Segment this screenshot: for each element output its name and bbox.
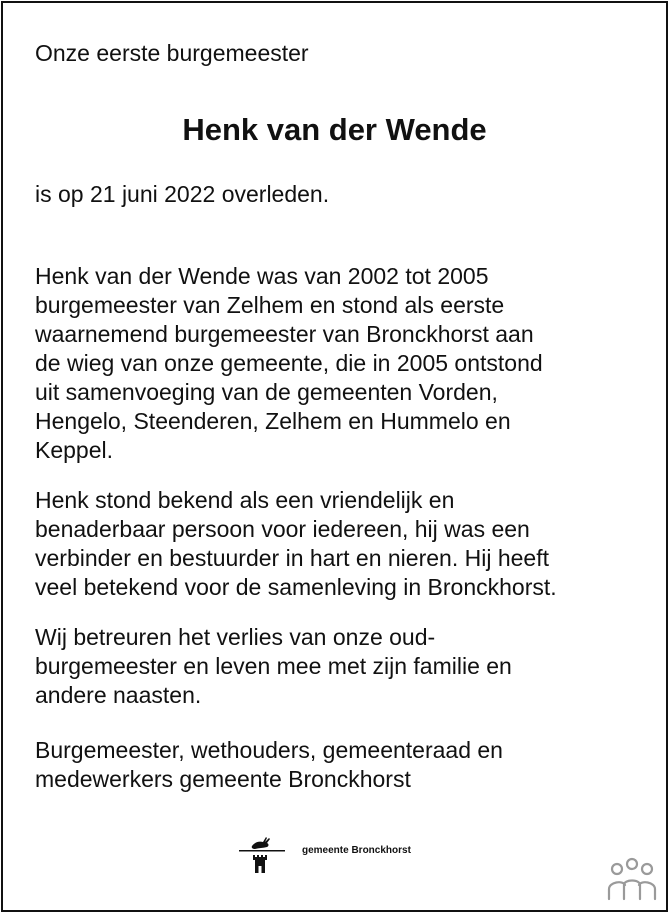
text-line: Wij betreuren het verlies van onze oud- — [35, 624, 436, 650]
paragraph-character — [35, 486, 557, 602]
hare-and-castle-logo-icon — [236, 833, 296, 878]
text-line: de wieg van onze gemeente, die in 2005 ontstond — [35, 350, 543, 376]
text-line: veel betekend voor de samenleving in Bronckhorst. — [35, 574, 557, 600]
text-line: burgemeester en leven mee met zijn familie en — [35, 653, 512, 679]
text-line: Burgemeester, wethouders, gemeenteraad en — [35, 737, 503, 763]
deceased-name: Henk van der Wende — [182, 112, 487, 147]
paragraph-condolence — [35, 623, 512, 710]
logo-text: gemeente Bronckhorst — [302, 845, 411, 856]
paragraph-biography — [35, 262, 543, 465]
text-line: Hengelo, Steenderen, Zelhem en Hummelo en — [35, 408, 511, 434]
text-line: uit samenvoeging van de gemeenten Vorden, — [35, 379, 498, 405]
text-line: Henk van der Wende was van 2002 tot 2005 — [35, 263, 489, 289]
text-line: medewerkers gemeente Bronckhorst — [35, 766, 411, 792]
text-line: Keppel. — [35, 437, 114, 463]
text-line: Henk stond bekend als een vriendelijk en — [35, 487, 455, 513]
paragraph-signature — [35, 736, 503, 794]
text-line: verbinder en bestuurder in hart en nieren. Hij heeft — [35, 545, 549, 571]
municipality-logo — [236, 833, 466, 878]
death-date-line: is op 21 juni 2022 overleden. — [35, 181, 330, 207]
text-line: benaderbaar persoon voor iedereen, hij was een — [35, 516, 530, 542]
text-line: andere naasten. — [35, 682, 202, 708]
text-line: burgemeester van Zelhem en stond als eerste — [35, 292, 505, 318]
text-line: waarnemend burgemeester van Bronckhorst aan — [35, 321, 534, 347]
people-group-icon — [604, 855, 660, 901]
intro-text: Onze eerste burgemeester — [35, 40, 309, 66]
